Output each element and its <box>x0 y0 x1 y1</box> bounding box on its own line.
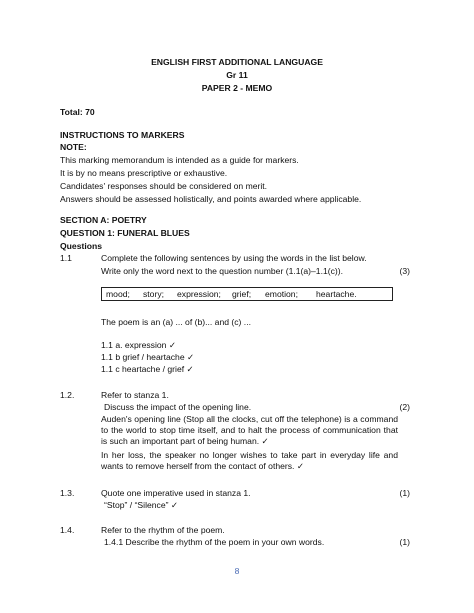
question-number: 1.2. <box>60 390 75 400</box>
questions-label: Questions <box>60 241 103 251</box>
word-option: expression; <box>177 289 221 299</box>
word-option: mood; <box>106 289 130 299</box>
question-text: Complete the following sentences by using the words in the list below. <box>101 253 367 263</box>
instruction-line: This marking memorandum is intended as a guide for markers. <box>60 155 299 165</box>
word-option: grief; <box>232 289 252 299</box>
answer-paragraph: Auden's opening line (Stop all the clocks, cut off the telephone) is a command to the world to stop time itself, and to halt the process of communication that is such an important part of being human. ✓ <box>101 414 398 446</box>
question-text: Refer to stanza 1. <box>101 390 169 400</box>
question-number: 1.3. <box>60 488 75 498</box>
answer-line: 1.1 c heartache / grief ✓ <box>101 364 194 374</box>
question-text: Quote one imperative used in stanza 1. <box>101 488 251 498</box>
page-number: 8 <box>234 566 240 576</box>
question-text: Refer to the rhythm of the poem. <box>101 525 225 535</box>
total-marks: Total: 70 <box>60 107 95 117</box>
question-number: 1.1 <box>60 253 72 263</box>
question-marks: (3) <box>399 266 410 276</box>
question-text: Write only the word next to the question number (1.1(a)–1.1(c)). <box>101 266 344 276</box>
note-label: NOTE: <box>60 142 87 152</box>
section-title: SECTION A: POETRY <box>60 215 147 225</box>
instruction-line: Answers should be assessed holistically, and points awarded where applicable. <box>60 194 362 204</box>
answer-line: 1.1 b grief / heartache ✓ <box>101 352 195 362</box>
answer-line: “Stop” / “Silence” ✓ <box>104 500 179 510</box>
word-option: emotion; <box>265 289 298 299</box>
question-marks: (1) <box>399 488 410 498</box>
fill-in-sentence: The poem is an (a) ... of (b)... and (c) ... <box>101 317 251 327</box>
word-list-box <box>101 287 393 301</box>
question-text: 1.4.1 Describe the rhythm of the poem in your own words. <box>104 537 325 547</box>
word-option: heartache. <box>316 289 357 299</box>
answer-paragraph: In her loss, the speaker no longer wishes to take part in everyday life and wants to remove herself from the contact of others. ✓ <box>101 450 398 471</box>
question-number: 1.4. <box>60 525 75 535</box>
grade-label: Gr 11 <box>226 70 248 80</box>
paper-label: PAPER 2 - MEMO <box>201 83 273 93</box>
instruction-line: It is by no means prescriptive or exhaustive. <box>60 168 228 178</box>
question-marks: (1) <box>399 537 410 547</box>
question-text: Discuss the impact of the opening line. <box>104 402 252 412</box>
question-marks: (2) <box>399 402 410 412</box>
instruction-line: Candidates' responses should be considered on merit. <box>60 181 268 191</box>
document-title: ENGLISH FIRST ADDITIONAL LANGUAGE <box>151 57 323 67</box>
instructions-heading: INSTRUCTIONS TO MARKERS <box>60 130 185 140</box>
answer-line: 1.1 a. expression ✓ <box>101 340 177 350</box>
word-option: story; <box>143 289 165 299</box>
question-title: QUESTION 1: FUNERAL BLUES <box>60 228 190 238</box>
